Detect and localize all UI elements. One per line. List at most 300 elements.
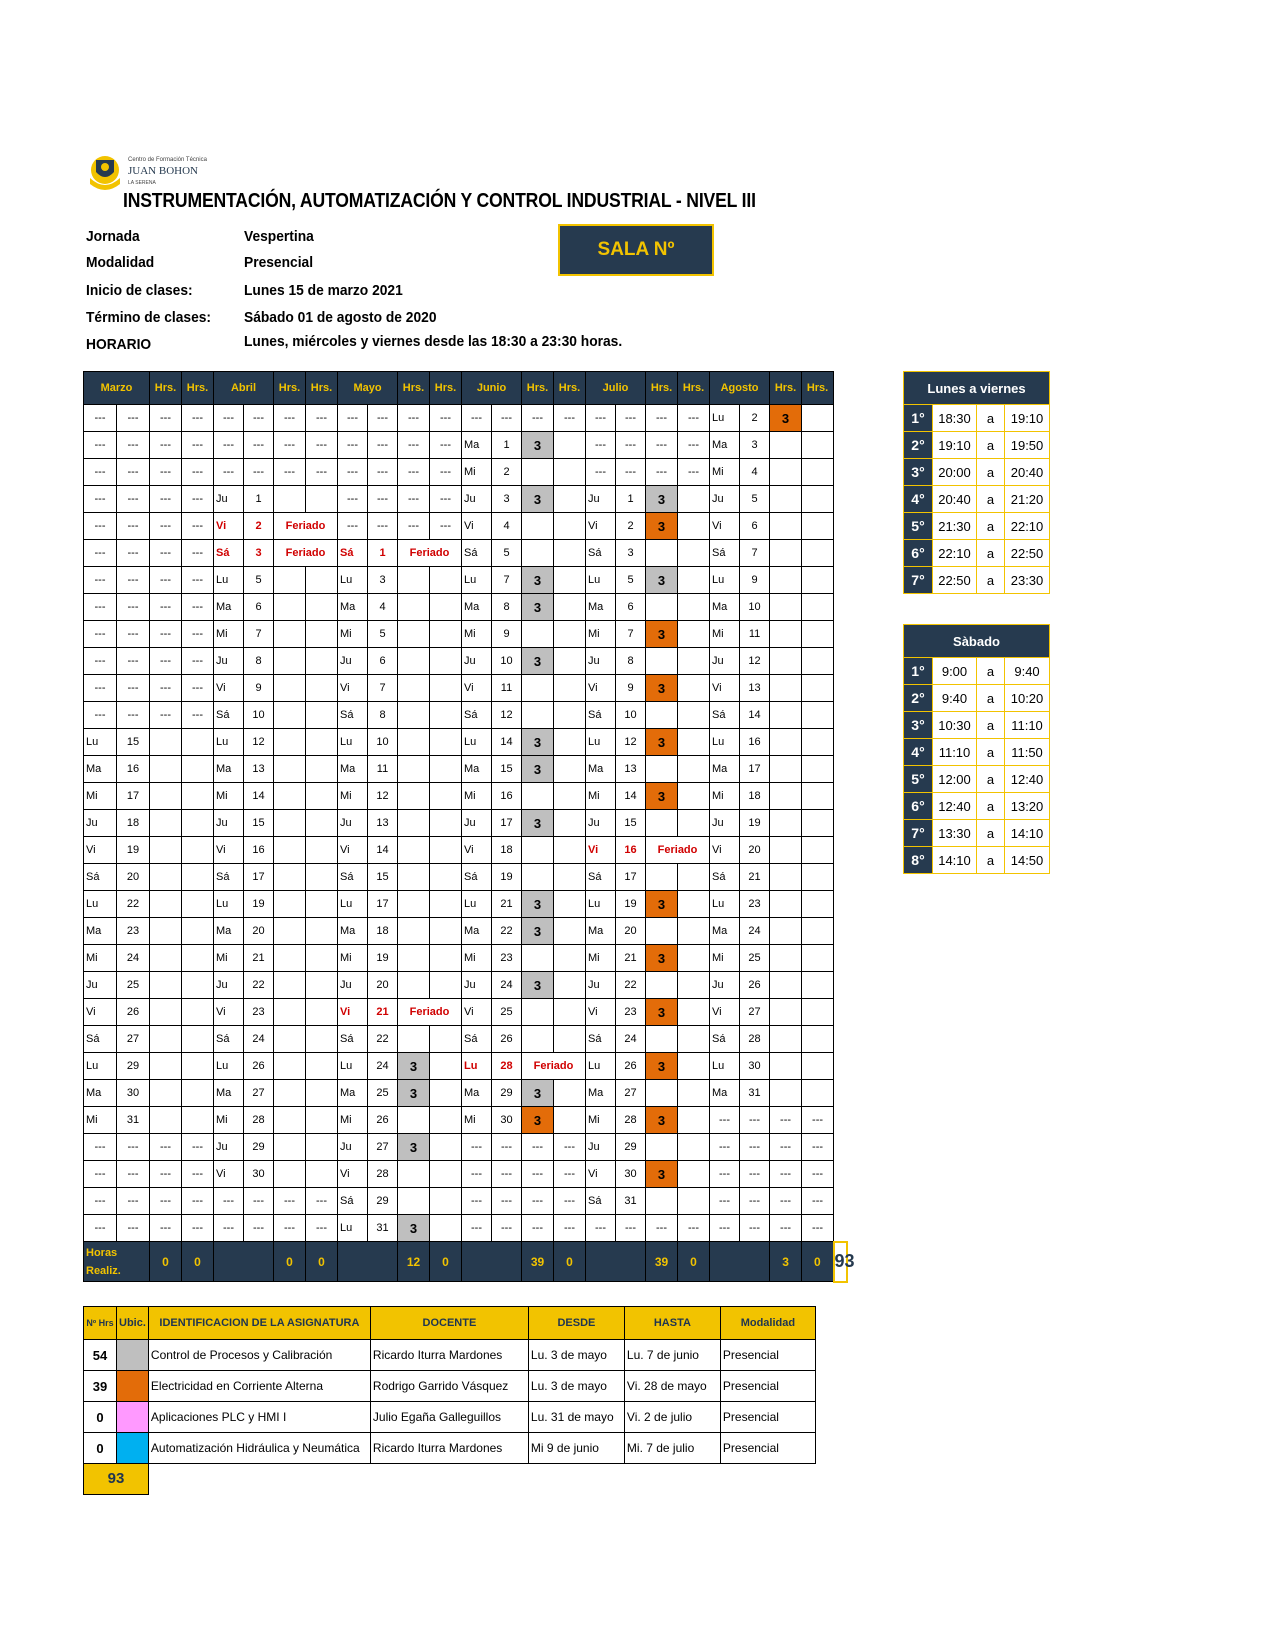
calendar-cell: ---	[678, 432, 710, 459]
calendar-cell: Ju	[84, 972, 117, 999]
calendar-cell: Ju	[338, 648, 368, 675]
calendar-cell: 12	[492, 702, 522, 729]
calendar-cell: 30	[616, 1161, 646, 1188]
calendar-cell: ---	[770, 1134, 802, 1161]
calendar-cell	[430, 1134, 462, 1161]
calendar-cell	[646, 540, 678, 567]
calendar-row	[84, 594, 848, 621]
schedule-row	[904, 540, 1050, 567]
crest-icon	[84, 152, 126, 194]
period-number: 2°	[904, 432, 933, 459]
calendar-cell: Ma	[586, 1080, 616, 1107]
institution-logo	[84, 152, 207, 194]
calendar-cell: 19	[368, 945, 398, 972]
calendar-cell	[678, 540, 710, 567]
calendar-cell: 3	[646, 945, 678, 972]
period-separator: a	[977, 820, 1005, 847]
calendar-cell: ---	[150, 1188, 182, 1215]
calendar-cell	[306, 567, 338, 594]
calendar-cell: ---	[274, 1188, 306, 1215]
calendar-cell	[554, 675, 586, 702]
calendar-cell: 3	[522, 567, 554, 594]
calendar-cell: Vi	[84, 837, 117, 864]
calendar-cell: 24	[492, 972, 522, 999]
calendar-cell: 3	[522, 432, 554, 459]
calendar-cell	[522, 621, 554, 648]
calendar-cell: Vi	[586, 999, 616, 1026]
calendar-cell	[150, 945, 182, 972]
calendar-cell: Vi	[710, 513, 740, 540]
period-start: 13:30	[933, 820, 977, 847]
calendar-row	[84, 729, 848, 756]
calendar-cell	[430, 783, 462, 810]
calendar-cell	[274, 918, 306, 945]
calendar-cell: Vi	[462, 837, 492, 864]
info-label-jornada: Jornada	[86, 228, 140, 245]
calendar-header-cell: Agosto	[710, 372, 770, 405]
calendar-cell: 14	[244, 783, 274, 810]
calendar-cell: 3	[646, 567, 678, 594]
subject-teacher: Ricardo Iturra Mardones	[370, 1340, 528, 1371]
calendar-cell	[770, 783, 802, 810]
calendar-cell	[522, 864, 554, 891]
period-end: 22:50	[1005, 540, 1050, 567]
period-end: 11:50	[1005, 739, 1050, 766]
calendar-cell	[182, 1053, 214, 1080]
period-end: 13:20	[1005, 793, 1050, 820]
calendar-cell	[398, 918, 430, 945]
calendar-cell	[306, 1107, 338, 1134]
calendar-header-cell: Abril	[214, 372, 274, 405]
calendar-cell: ---	[150, 405, 182, 432]
calendar-cell	[802, 864, 834, 891]
subjects-total: 93	[84, 1464, 149, 1495]
schedule-row	[904, 685, 1050, 712]
calendar-cell	[678, 999, 710, 1026]
calendar-cell: Mi	[462, 459, 492, 486]
calendar-cell: ---	[182, 432, 214, 459]
subject-row	[84, 1371, 816, 1402]
calendar-cell: 29	[117, 1053, 150, 1080]
calendar-cell: Ju	[214, 810, 244, 837]
calendar-cell: 16	[616, 837, 646, 864]
calendar-row	[84, 1134, 848, 1161]
calendar-cell: 3	[740, 432, 770, 459]
calendar-cell	[802, 621, 834, 648]
calendar-header-cell: Mayo	[338, 372, 398, 405]
calendar-row	[84, 513, 848, 540]
calendar-cell: 3	[522, 810, 554, 837]
calendar-cell	[274, 486, 306, 513]
calendar-cell: ---	[740, 1215, 770, 1242]
calendar-cell	[646, 1080, 678, 1107]
calendar-cell: Lu	[214, 1053, 244, 1080]
calendar-row	[84, 1215, 848, 1242]
calendar-cell: Ma	[338, 918, 368, 945]
calendar-cell: Mi	[338, 621, 368, 648]
calendar-cell	[770, 621, 802, 648]
subject-mode: Presencial	[720, 1402, 815, 1433]
calendar-cell: Ju	[338, 1134, 368, 1161]
calendar-cell	[646, 1188, 678, 1215]
calendar-cell	[646, 594, 678, 621]
calendar-cell: ---	[306, 459, 338, 486]
calendar-cell	[430, 567, 462, 594]
calendar-cell	[306, 891, 338, 918]
logo-line-1: Centro de Formación Técnica	[128, 157, 207, 163]
calendar-row	[84, 891, 848, 918]
subjects-header-cell: DOCENTE	[370, 1307, 528, 1340]
schedule-row	[904, 847, 1050, 874]
period-number: 3°	[904, 459, 933, 486]
footer-total: 93	[834, 1242, 847, 1282]
calendar-cell	[802, 459, 834, 486]
calendar-cell	[554, 486, 586, 513]
calendar-cell: 12	[244, 729, 274, 756]
calendar-cell: ---	[274, 405, 306, 432]
calendar-cell	[182, 810, 214, 837]
calendar-cell: 3	[646, 729, 678, 756]
calendar-cell: ---	[802, 1215, 834, 1242]
period-end: 10:20	[1005, 685, 1050, 712]
calendar-cell: 5	[492, 540, 522, 567]
calendar-cell: 3	[646, 513, 678, 540]
period-separator: a	[977, 793, 1005, 820]
calendar-cell: ---	[84, 675, 117, 702]
calendar-cell: Mi	[462, 1107, 492, 1134]
subject-hours: 0	[84, 1433, 117, 1464]
calendar-row	[84, 972, 848, 999]
footer-blank	[710, 1242, 770, 1282]
calendar-cell: Lu	[338, 1053, 368, 1080]
calendar-cell: Mi	[214, 1107, 244, 1134]
calendar-cell: 22	[616, 972, 646, 999]
calendar-cell	[398, 756, 430, 783]
calendar-cell	[770, 675, 802, 702]
calendar-cell: 25	[492, 999, 522, 1026]
calendar-cell: ---	[150, 540, 182, 567]
calendar-cell: ---	[117, 702, 150, 729]
calendar-cell: 19	[117, 837, 150, 864]
holiday-cell: Feriado	[274, 540, 338, 567]
calendar-cell: ---	[150, 459, 182, 486]
calendar-cell: ---	[522, 1134, 554, 1161]
calendar-cell: 3	[522, 1107, 554, 1134]
calendar-cell	[770, 648, 802, 675]
subject-row	[84, 1340, 816, 1371]
calendar-cell: Ma	[710, 432, 740, 459]
calendar-cell: 15	[616, 810, 646, 837]
calendar-cell	[306, 837, 338, 864]
calendar-cell: 9	[244, 675, 274, 702]
schedule-row	[904, 513, 1050, 540]
calendar-cell	[646, 648, 678, 675]
calendar-cell	[802, 702, 834, 729]
holiday-cell: Feriado	[646, 837, 710, 864]
calendar-header-cell: Hrs.	[430, 372, 462, 405]
calendar-cell	[398, 810, 430, 837]
calendar-cell: ---	[368, 486, 398, 513]
calendar-cell: ---	[182, 405, 214, 432]
footer-blank	[214, 1242, 274, 1282]
calendar-header-cell: Hrs.	[182, 372, 214, 405]
period-start: 19:10	[933, 432, 977, 459]
calendar-cell: 15	[244, 810, 274, 837]
calendar-cell: ---	[117, 1161, 150, 1188]
calendar-cell: ---	[368, 459, 398, 486]
calendar-cell	[306, 702, 338, 729]
calendar-cell: 10	[368, 729, 398, 756]
calendar-cell	[306, 1026, 338, 1053]
calendar-cell	[430, 1188, 462, 1215]
calendar-cell	[678, 1026, 710, 1053]
calendar-row	[84, 648, 848, 675]
calendar-cell: ---	[182, 648, 214, 675]
calendar-cell: ---	[678, 405, 710, 432]
calendar-cell: 1	[492, 432, 522, 459]
calendar-cell	[646, 810, 678, 837]
calendar-cell: Ju	[710, 486, 740, 513]
footer-blank	[462, 1242, 522, 1282]
calendar-cell	[306, 594, 338, 621]
calendar-cell: ---	[338, 432, 368, 459]
period-separator: a	[977, 712, 1005, 739]
calendar-cell	[306, 729, 338, 756]
calendar-cell: 17	[244, 864, 274, 891]
calendar-cell: 3	[522, 756, 554, 783]
calendar-cell: Ma	[84, 756, 117, 783]
calendar-cell: ---	[244, 432, 274, 459]
subjects-header-row	[84, 1307, 816, 1340]
calendar-cell	[770, 702, 802, 729]
calendar-cell	[770, 432, 802, 459]
calendar-cell	[802, 648, 834, 675]
schedule-weekday-table	[903, 371, 1050, 594]
subject-color-swatch	[117, 1433, 149, 1464]
calendar-cell	[274, 1107, 306, 1134]
calendar-cell	[770, 918, 802, 945]
calendar-cell	[554, 648, 586, 675]
calendar-cell: 1	[244, 486, 274, 513]
period-end: 14:10	[1005, 820, 1050, 847]
calendar-cell	[430, 702, 462, 729]
calendar-cell: Ma	[462, 432, 492, 459]
calendar-cell: Sá	[586, 702, 616, 729]
calendar-cell: ---	[182, 540, 214, 567]
period-number: 1°	[904, 405, 933, 432]
calendar-cell	[554, 432, 586, 459]
calendar-cell	[770, 1080, 802, 1107]
calendar-cell: ---	[182, 459, 214, 486]
calendar-cell: 22	[244, 972, 274, 999]
info-label-modalidad: Modalidad	[86, 254, 155, 271]
holiday-cell: Feriado	[398, 540, 462, 567]
calendar-cell	[678, 864, 710, 891]
period-end: 14:50	[1005, 847, 1050, 874]
calendar-cell	[274, 675, 306, 702]
calendar-cell: Lu	[462, 1053, 492, 1080]
calendar-cell: Vi	[214, 675, 244, 702]
subject-row	[84, 1402, 816, 1433]
calendar-row	[84, 1161, 848, 1188]
calendar-cell: Mi	[586, 621, 616, 648]
calendar-cell: Vi	[586, 1161, 616, 1188]
calendar-cell: ---	[117, 648, 150, 675]
calendar-cell	[554, 891, 586, 918]
calendar-cell	[678, 648, 710, 675]
calendar-cell	[802, 1080, 834, 1107]
calendar-cell: 3	[646, 675, 678, 702]
calendar-cell: 20	[740, 837, 770, 864]
calendar-cell	[274, 972, 306, 999]
calendar-cell: 18	[117, 810, 150, 837]
calendar-cell: 18	[368, 918, 398, 945]
calendar-cell: ---	[554, 1161, 586, 1188]
calendar-cell: 5	[616, 567, 646, 594]
calendar-cell: Lu	[214, 729, 244, 756]
calendar-cell	[150, 810, 182, 837]
calendar-cell: Lu	[84, 1053, 117, 1080]
subject-hours: 0	[84, 1402, 117, 1433]
calendar-cell: ---	[740, 1134, 770, 1161]
calendar-cell: ---	[554, 405, 586, 432]
calendar-cell: Lu	[84, 729, 117, 756]
calendar-cell	[802, 837, 834, 864]
calendar-cell: ---	[430, 432, 462, 459]
calendar-row	[84, 999, 848, 1026]
calendar-cell	[770, 459, 802, 486]
calendar-cell: ---	[182, 621, 214, 648]
calendar-cell: 29	[492, 1080, 522, 1107]
calendar-cell	[770, 864, 802, 891]
calendar-cell: 3	[492, 486, 522, 513]
calendar-cell: Lu	[214, 567, 244, 594]
calendar-cell	[150, 783, 182, 810]
calendar-cell: Lu	[710, 729, 740, 756]
calendar-cell	[430, 729, 462, 756]
calendar-cell	[678, 486, 710, 513]
period-start: 20:00	[933, 459, 977, 486]
calendar-cell	[802, 432, 834, 459]
calendar-cell	[646, 1134, 678, 1161]
calendar-cell: Ma	[338, 756, 368, 783]
calendar-cell: ---	[338, 405, 368, 432]
calendar-cell	[274, 1080, 306, 1107]
period-number: 6°	[904, 793, 933, 820]
calendar-cell	[522, 1026, 554, 1053]
calendar-cell: Ju	[586, 810, 616, 837]
calendar-cell: ---	[802, 1161, 834, 1188]
calendar-cell	[306, 999, 338, 1026]
calendar-cell	[554, 702, 586, 729]
calendar-cell: Sá	[710, 864, 740, 891]
calendar-cell	[802, 675, 834, 702]
calendar-cell: 22	[492, 918, 522, 945]
subject-color-swatch	[117, 1340, 149, 1371]
calendar-cell: 13	[368, 810, 398, 837]
calendar-header-cell: Marzo	[84, 372, 150, 405]
calendar-cell: 24	[117, 945, 150, 972]
calendar-cell: 3	[770, 405, 802, 432]
calendar-cell: Vi	[338, 999, 368, 1026]
calendar-cell: ---	[84, 1134, 117, 1161]
calendar-cell	[554, 972, 586, 999]
calendar-cell	[802, 486, 834, 513]
calendar-cell: ---	[214, 459, 244, 486]
calendar-cell: 19	[616, 891, 646, 918]
calendar-cell	[430, 1026, 462, 1053]
calendar-cell: ---	[710, 1188, 740, 1215]
calendar-cell	[274, 1134, 306, 1161]
calendar-cell: ---	[646, 1215, 678, 1242]
calendar-cell: ---	[117, 405, 150, 432]
calendar-cell: 16	[117, 756, 150, 783]
subject-hours: 39	[84, 1371, 117, 1402]
calendar-cell: ---	[710, 1134, 740, 1161]
calendar-cell: Ma	[710, 1080, 740, 1107]
calendar-cell: 19	[244, 891, 274, 918]
calendar-cell: Vi	[214, 1161, 244, 1188]
calendar-cell: 18	[740, 783, 770, 810]
calendar-cell: ---	[462, 1188, 492, 1215]
calendar-cell: 3	[398, 1080, 430, 1107]
calendar-footer-row	[84, 1242, 848, 1282]
calendar-cell	[522, 459, 554, 486]
calendar-cell: 28	[244, 1107, 274, 1134]
period-start: 12:40	[933, 793, 977, 820]
calendar-cell: ---	[740, 1107, 770, 1134]
calendar-cell: 15	[492, 756, 522, 783]
calendar-cell: Vi	[338, 837, 368, 864]
calendar-cell: Sá	[462, 702, 492, 729]
calendar-cell: Lu	[462, 567, 492, 594]
calendar-cell	[678, 729, 710, 756]
calendar-cell: 24	[368, 1053, 398, 1080]
calendar-cell	[398, 702, 430, 729]
schedule-saturday-title: Sàbado	[904, 625, 1050, 658]
calendar-cell: ---	[522, 1161, 554, 1188]
calendar-cell: 5	[368, 621, 398, 648]
calendar-cell	[150, 1026, 182, 1053]
calendar-cell	[678, 918, 710, 945]
calendar-cell	[274, 810, 306, 837]
calendar-cell	[802, 756, 834, 783]
calendar-cell	[554, 513, 586, 540]
calendar-cell: 31	[368, 1215, 398, 1242]
calendar-cell: Lu	[338, 891, 368, 918]
calendar-cell: Vi	[586, 675, 616, 702]
calendar-cell: 23	[117, 918, 150, 945]
calendar-cell: 10	[244, 702, 274, 729]
calendar-cell	[770, 810, 802, 837]
calendar-cell	[150, 1107, 182, 1134]
subjects-header-cell: HASTA	[624, 1307, 720, 1340]
subject-color-swatch	[117, 1371, 149, 1402]
calendar-cell: 4	[492, 513, 522, 540]
calendar-cell: 27	[616, 1080, 646, 1107]
subject-from: Lu. 3 de mayo	[528, 1371, 624, 1402]
calendar-cell: 13	[616, 756, 646, 783]
calendar-cell: ---	[306, 432, 338, 459]
calendar-cell: ---	[214, 405, 244, 432]
calendar-cell: ---	[586, 405, 616, 432]
calendar-cell: 14	[616, 783, 646, 810]
calendar-cell	[306, 1134, 338, 1161]
calendar-cell	[802, 972, 834, 999]
calendar-cell	[554, 918, 586, 945]
calendar-cell	[430, 621, 462, 648]
calendar-row	[84, 1107, 848, 1134]
